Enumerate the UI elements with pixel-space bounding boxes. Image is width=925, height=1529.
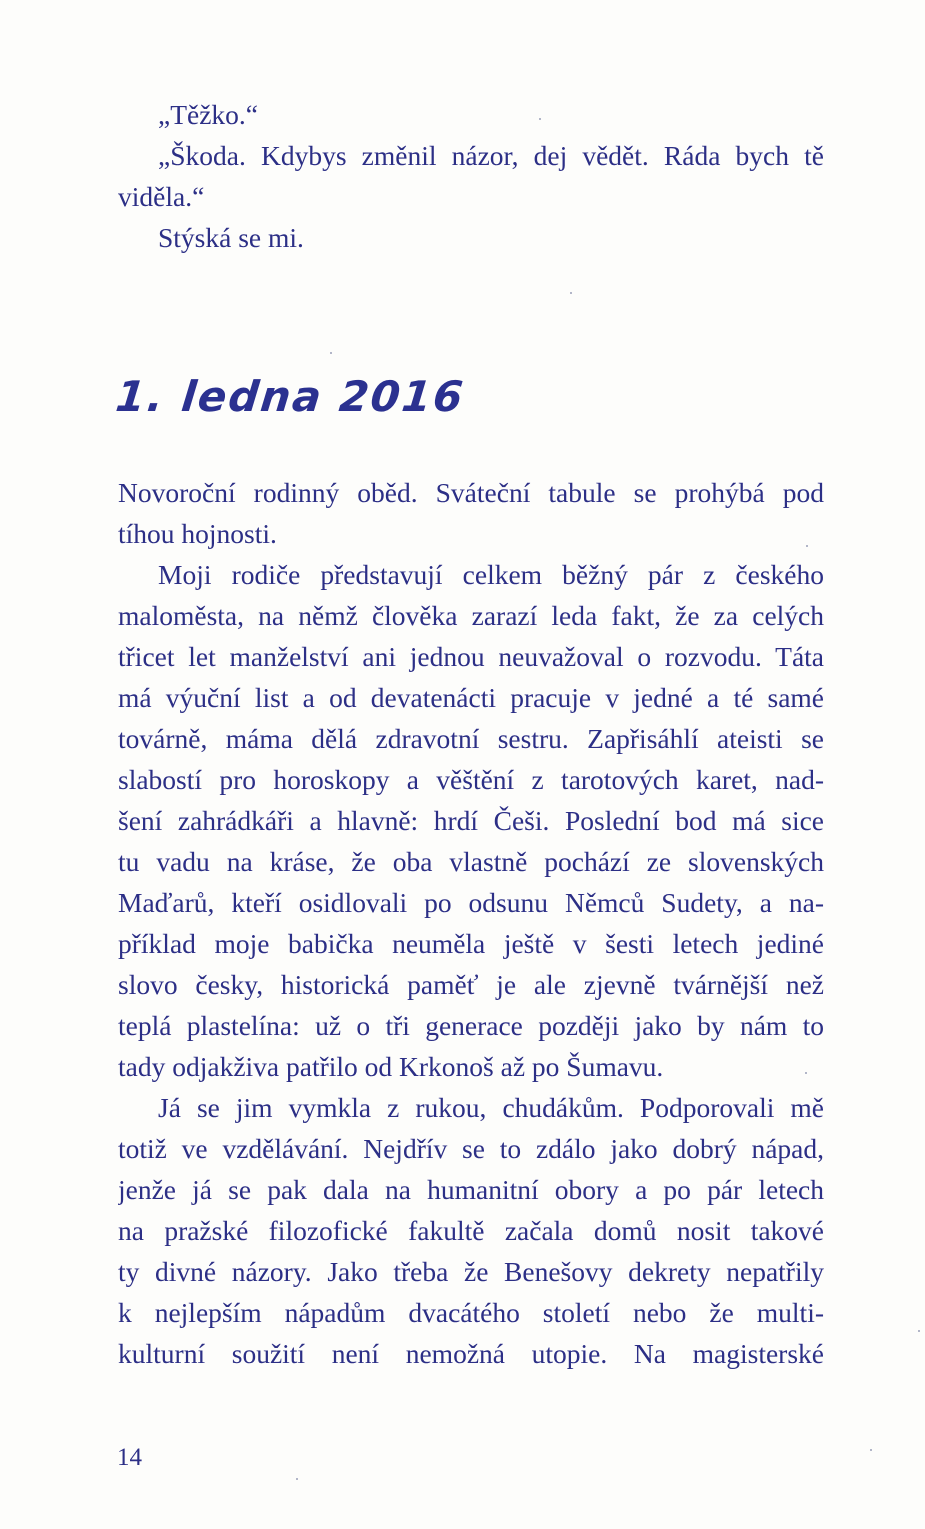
body-line: k nejlepším nápadům dvacátého století nebo že multi- (118, 1297, 824, 1328)
body-line: ty divné názory. Jako třeba že Benešovy dekrety nepatřily (118, 1256, 824, 1287)
body-text (118, 472, 824, 1374)
body-line: Novoroční rodinný oběd. Sváteční tabule se prohýbá pod (118, 477, 824, 508)
body-line: příklad moje babička neuměla ještě v šesti letech jediné (118, 928, 824, 959)
body-line: na pražské filozofické fakultě začala domů nosit takové (118, 1215, 824, 1246)
paper-speck (330, 352, 332, 354)
body-line: kulturní soužití není nemožná utopie. Na magisterské (118, 1338, 824, 1369)
paper-speck (296, 1478, 298, 1480)
body-line: teplá plastelína: už o tři generace později jako by nám to (118, 1010, 824, 1041)
body-line: Maďarů, kteří osidlovali po odsunu Němců Sudety, a na- (118, 887, 824, 918)
dialogue-line: Stýská se mi. (158, 222, 304, 253)
body-line: šení zahrádkáři a hlavně: hrdí Češi. Poslední bod má sice (118, 805, 824, 836)
body-line: Moji rodiče představují celkem běžný pár z českého (158, 559, 824, 590)
paper-speck (806, 545, 808, 547)
body-line: továrně, máma dělá zdravotní sestru. Zapřisáhlí ateisti se (118, 723, 824, 754)
body-line: slovo česky, historická paměť je ale zjevně tvárnější než (118, 969, 824, 1000)
body-line: totiž ve vzdělávání. Nejdřív se to zdálo jako dobrý nápad, (118, 1133, 824, 1164)
body-line: maloměsta, na němž člověka zarazí leda fakt, že za celých (118, 600, 824, 631)
body-line: Já se jim vymkla z rukou, chudákům. Podporovali mě (158, 1092, 824, 1123)
handwritten-date-heading: 1. ledna 2016 (113, 372, 468, 421)
body-line: tady odjakživa patřilo od Krkonoš až po Šumavu. (118, 1051, 664, 1082)
dialogue-line: viděla.“ (118, 181, 205, 212)
paper-speck (870, 1449, 872, 1451)
body-line: jenže já se pak dala na humanitní obory a po pár letech (118, 1174, 824, 1205)
paper-speck (805, 1072, 807, 1074)
body-line: tu vadu na kráse, že oba vlastně pochází ze slovenských (118, 846, 824, 877)
paper-speck (918, 1330, 920, 1332)
body-line: třicet let manželství ani jednou neuvažoval o rozvodu. Táta (118, 641, 824, 672)
paper-speck (539, 118, 541, 120)
page-number: 14 (117, 1444, 142, 1471)
dialogue-section (118, 94, 824, 258)
body-line: má výuční list a od devatenácti pracuje v jedné a té samé (118, 682, 824, 713)
body-line: tíhou hojnosti. (118, 518, 277, 549)
dialogue-line: „Těžko.“ (158, 99, 258, 130)
paper-speck (570, 292, 572, 294)
dialogue-line: „Škoda. Kdybys změnil názor, dej vědět. Ráda bych tě (158, 140, 824, 171)
body-line: slabostí pro horoskopy a věštění z tarotových karet, nad- (118, 764, 824, 795)
